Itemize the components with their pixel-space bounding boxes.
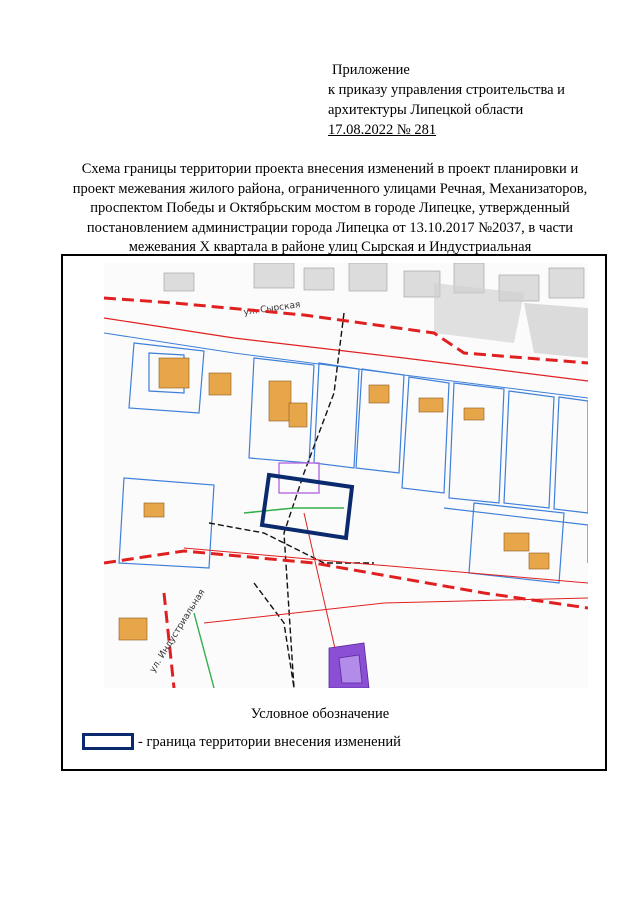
title-line-5: межевания X квартала в районе улиц Сырская и Индустриальная [128,239,532,255]
appendix-date-number: 17.08.2022 № 281 [328,122,437,138]
title-line-4: постановлением администрации города Липецка от 13.10.2017 №2037, в части [86,219,574,236]
street-label-bottom: ул. Индустриальная [148,587,208,675]
appendix-line-3: архитектуры Липецкой области [328,102,524,118]
legend-boundary-symbol [82,733,134,750]
legend-text: - граница территории внесения изменений [138,734,401,750]
document-title [40,160,620,258]
appendix-block [328,60,565,140]
cadastral-map [104,263,588,688]
title-line-2: проект межевания жилого района, ограниченного улицами Речная, Механизаторов, [72,180,588,197]
title-line-1: Схема границы территории проекта внесения изменений в проект планировки и [81,161,579,177]
street-label-top: ул. Сырская [243,300,302,318]
title-line-3: проспектом Победы и Октябрьским мостом в городе Липецке, утвержденный [90,200,570,216]
appendix-line-2: к приказу управления строительства и [328,82,565,98]
appendix-line-1: Приложение [332,62,410,78]
legend-title: Условное обозначение [250,706,390,722]
